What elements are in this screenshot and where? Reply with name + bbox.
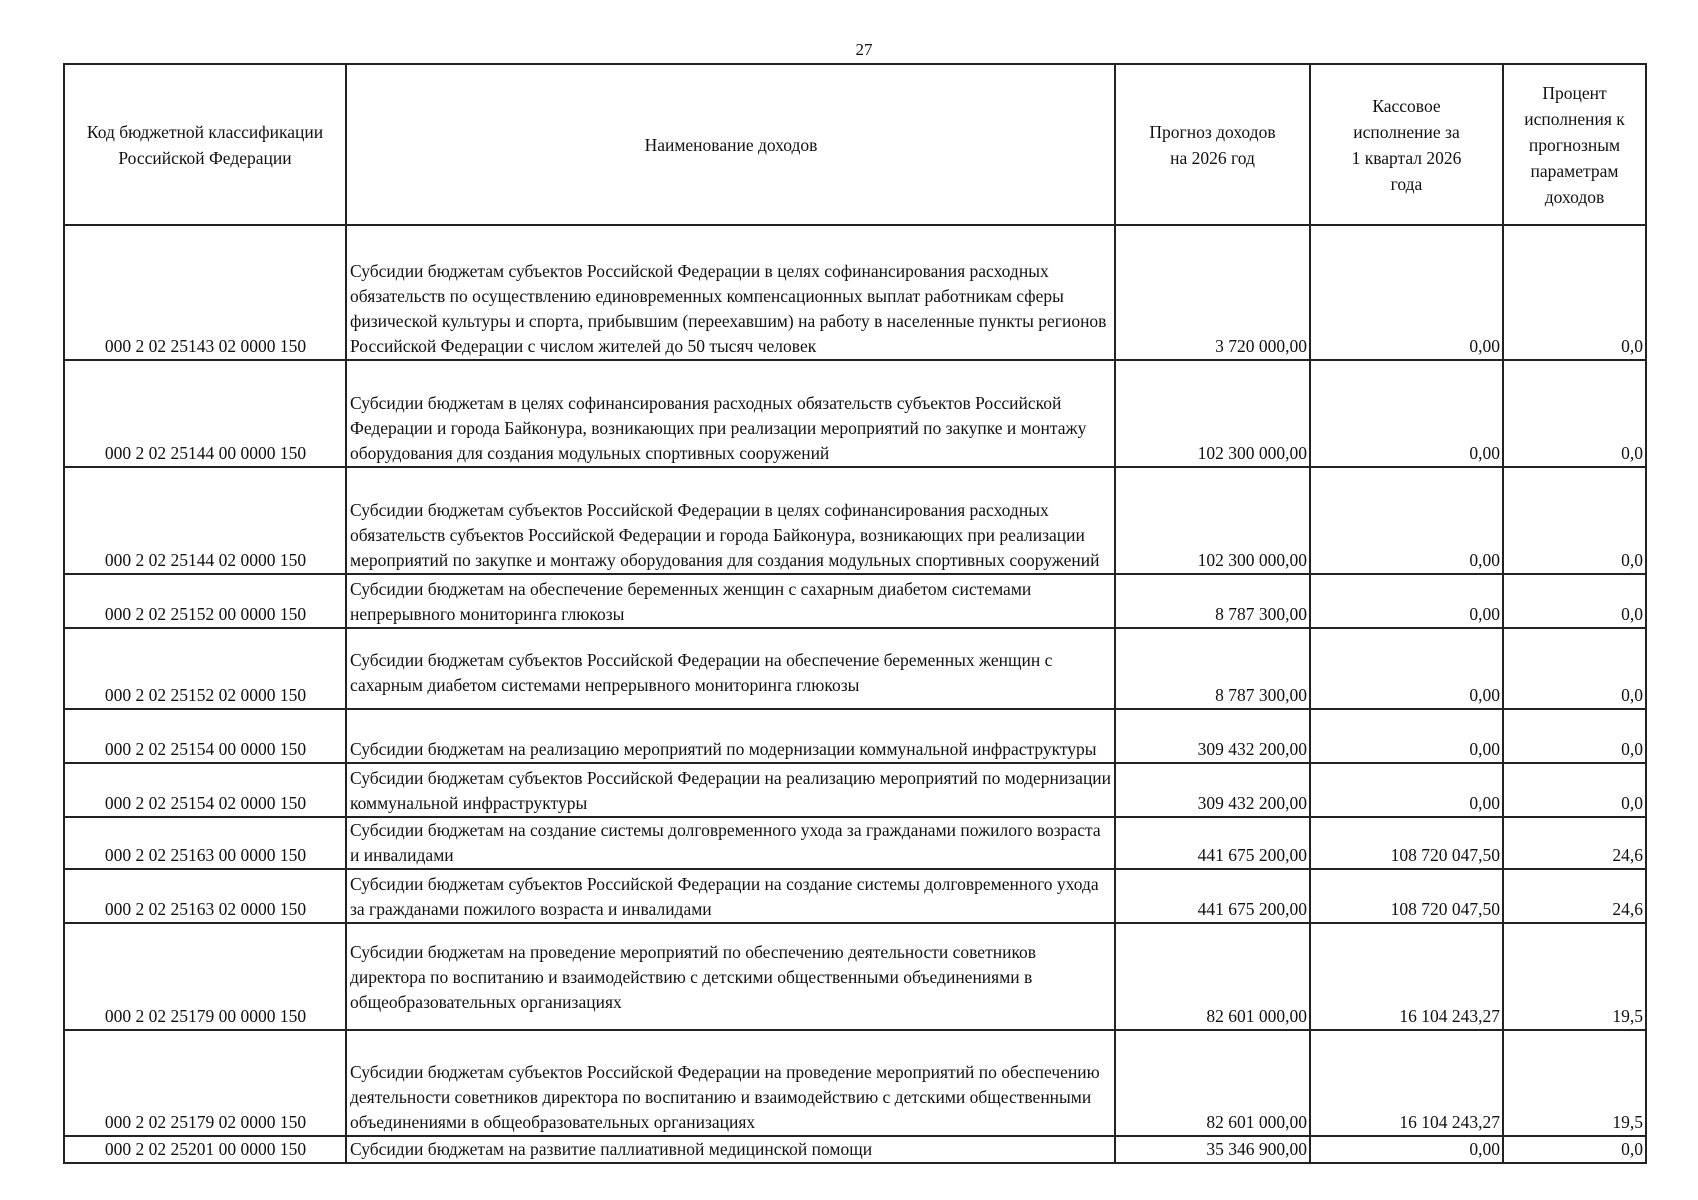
row-code: 000 2 02 25179 02 0000 150 — [64, 1030, 346, 1136]
row-code: 000 2 02 25152 00 0000 150 — [64, 574, 346, 628]
row-percent: 0,0 — [1503, 1136, 1646, 1163]
row-percent: 19,5 — [1503, 1030, 1646, 1136]
row-percent: 0,0 — [1503, 709, 1646, 763]
header-percent: Процент исполнения к прогнозным параметрам доходов — [1503, 64, 1646, 225]
row-executed: 0,00 — [1310, 628, 1503, 709]
row-executed: 16 104 243,27 — [1310, 1030, 1503, 1136]
row-name: Субсидии бюджетам на реализацию мероприятий по модернизации коммунальной инфраструктуры — [346, 709, 1115, 763]
table-row — [64, 467, 1646, 574]
header-code: Код бюджетной классификации Российской Федерации — [64, 64, 346, 225]
row-forecast: 441 675 200,00 — [1115, 817, 1310, 869]
row-executed: 0,00 — [1310, 360, 1503, 467]
table-row — [64, 763, 1646, 817]
row-forecast: 82 601 000,00 — [1115, 1030, 1310, 1136]
row-executed: 0,00 — [1310, 225, 1503, 360]
row-executed: 108 720 047,50 — [1310, 869, 1503, 923]
row-forecast: 441 675 200,00 — [1115, 869, 1310, 923]
header-row — [64, 64, 1646, 225]
row-code: 000 2 02 25152 02 0000 150 — [64, 628, 346, 709]
row-executed: 0,00 — [1310, 467, 1503, 574]
row-code: 000 2 02 25154 00 0000 150 — [64, 709, 346, 763]
row-code: 000 2 02 25143 02 0000 150 — [64, 225, 346, 360]
table-row — [64, 923, 1646, 1030]
revenue-table — [63, 63, 1647, 1164]
row-name: Субсидии бюджетам субъектов Российской Федерации на создание системы долговременного ухода за гражданами пожилого возраста и инвалидами — [346, 869, 1115, 923]
header-name: Наименование доходов — [346, 64, 1115, 225]
row-forecast: 309 432 200,00 — [1115, 709, 1310, 763]
row-percent: 0,0 — [1503, 225, 1646, 360]
row-percent: 0,0 — [1503, 360, 1646, 467]
header-executed: Кассовое исполнение за 1 квартал 2026 года — [1310, 64, 1503, 225]
row-forecast: 82 601 000,00 — [1115, 923, 1310, 1030]
row-percent: 24,6 — [1503, 869, 1646, 923]
row-name: Субсидии бюджетам на проведение мероприятий по обеспечению деятельности советников директора по воспитанию и взаимодействию с детскими общественными объединениями в общеобразовательных организациях — [346, 923, 1115, 1030]
table-body — [64, 225, 1646, 1163]
row-name: Субсидии бюджетам субъектов Российской Федерации в целях софинансирования расходных обязательств по осуществлению единовременных компенсационных выплат работникам сферы физической культуры и спорта, прибывшим (переехавшим) на работу в населенные пункты регионов Российской Федерации с числом жителей до 50 тысяч человек — [346, 225, 1115, 360]
row-code: 000 2 02 25201 00 0000 150 — [64, 1136, 346, 1163]
table-row — [64, 817, 1646, 869]
table-row — [64, 1136, 1646, 1163]
row-name: Субсидии бюджетам на обеспечение беременных женщин с сахарным диабетом системами непрерывного мониторинга глюкозы — [346, 574, 1115, 628]
row-executed: 108 720 047,50 — [1310, 817, 1503, 869]
row-code: 000 2 02 25144 02 0000 150 — [64, 467, 346, 574]
row-forecast: 102 300 000,00 — [1115, 467, 1310, 574]
table-row — [64, 869, 1646, 923]
row-percent: 0,0 — [1503, 467, 1646, 574]
row-code: 000 2 02 25179 00 0000 150 — [64, 923, 346, 1030]
row-name: Субсидии бюджетам субъектов Российской Федерации в целях софинансирования расходных обязательств субъектов Российской Федерации и города Байконура, возникающих при реализации мероприятий по закупке и монтажу оборудования для создания модульных спортивных сооружений — [346, 467, 1115, 574]
page-number: 27 — [855, 40, 873, 59]
table-row — [64, 628, 1646, 709]
table-row — [64, 225, 1646, 360]
table-header — [64, 64, 1646, 225]
table-row — [64, 574, 1646, 628]
row-executed: 0,00 — [1310, 1136, 1503, 1163]
row-forecast: 3 720 000,00 — [1115, 225, 1310, 360]
row-code: 000 2 02 25163 00 0000 150 — [64, 817, 346, 869]
row-forecast: 102 300 000,00 — [1115, 360, 1310, 467]
row-executed: 0,00 — [1310, 763, 1503, 817]
row-name: Субсидии бюджетам субъектов Российской Федерации на проведение мероприятий по обеспечению деятельности советников директора по воспитанию и взаимодействию с детскими общественными объединениями в общеобразовательных организациях — [346, 1030, 1115, 1136]
row-percent: 0,0 — [1503, 574, 1646, 628]
row-name: Субсидии бюджетам в целях софинансирования расходных обязательств субъектов Российской Федерации и города Байконура, возникающих при реализации мероприятий по закупке и монтажу оборудования для создания модульных спортивных сооружений — [346, 360, 1115, 467]
row-percent: 0,0 — [1503, 763, 1646, 817]
row-forecast: 8 787 300,00 — [1115, 628, 1310, 709]
row-executed: 0,00 — [1310, 574, 1503, 628]
row-percent: 24,6 — [1503, 817, 1646, 869]
row-code: 000 2 02 25163 02 0000 150 — [64, 869, 346, 923]
row-executed: 0,00 — [1310, 709, 1503, 763]
row-name: Субсидии бюджетам на развитие паллиативной медицинской помощи — [346, 1136, 1115, 1163]
row-forecast: 309 432 200,00 — [1115, 763, 1310, 817]
row-name: Субсидии бюджетам субъектов Российской Федерации на обеспечение беременных женщин с сахарным диабетом системами непрерывного мониторинга глюкозы — [346, 628, 1115, 709]
table-row — [64, 709, 1646, 763]
row-code: 000 2 02 25144 00 0000 150 — [64, 360, 346, 467]
row-executed: 16 104 243,27 — [1310, 923, 1503, 1030]
table-row — [64, 360, 1646, 467]
row-percent: 19,5 — [1503, 923, 1646, 1030]
row-code: 000 2 02 25154 02 0000 150 — [64, 763, 346, 817]
table-row — [64, 1030, 1646, 1136]
row-forecast: 8 787 300,00 — [1115, 574, 1310, 628]
row-forecast: 35 346 900,00 — [1115, 1136, 1310, 1163]
row-name: Субсидии бюджетам на создание системы долговременного ухода за гражданами пожилого возраста и инвалидами — [346, 817, 1115, 869]
row-percent: 0,0 — [1503, 628, 1646, 709]
header-forecast: Прогноз доходов на 2026 год — [1115, 64, 1310, 225]
row-name: Субсидии бюджетам субъектов Российской Федерации на реализацию мероприятий по модернизации коммунальной инфраструктуры — [346, 763, 1115, 817]
